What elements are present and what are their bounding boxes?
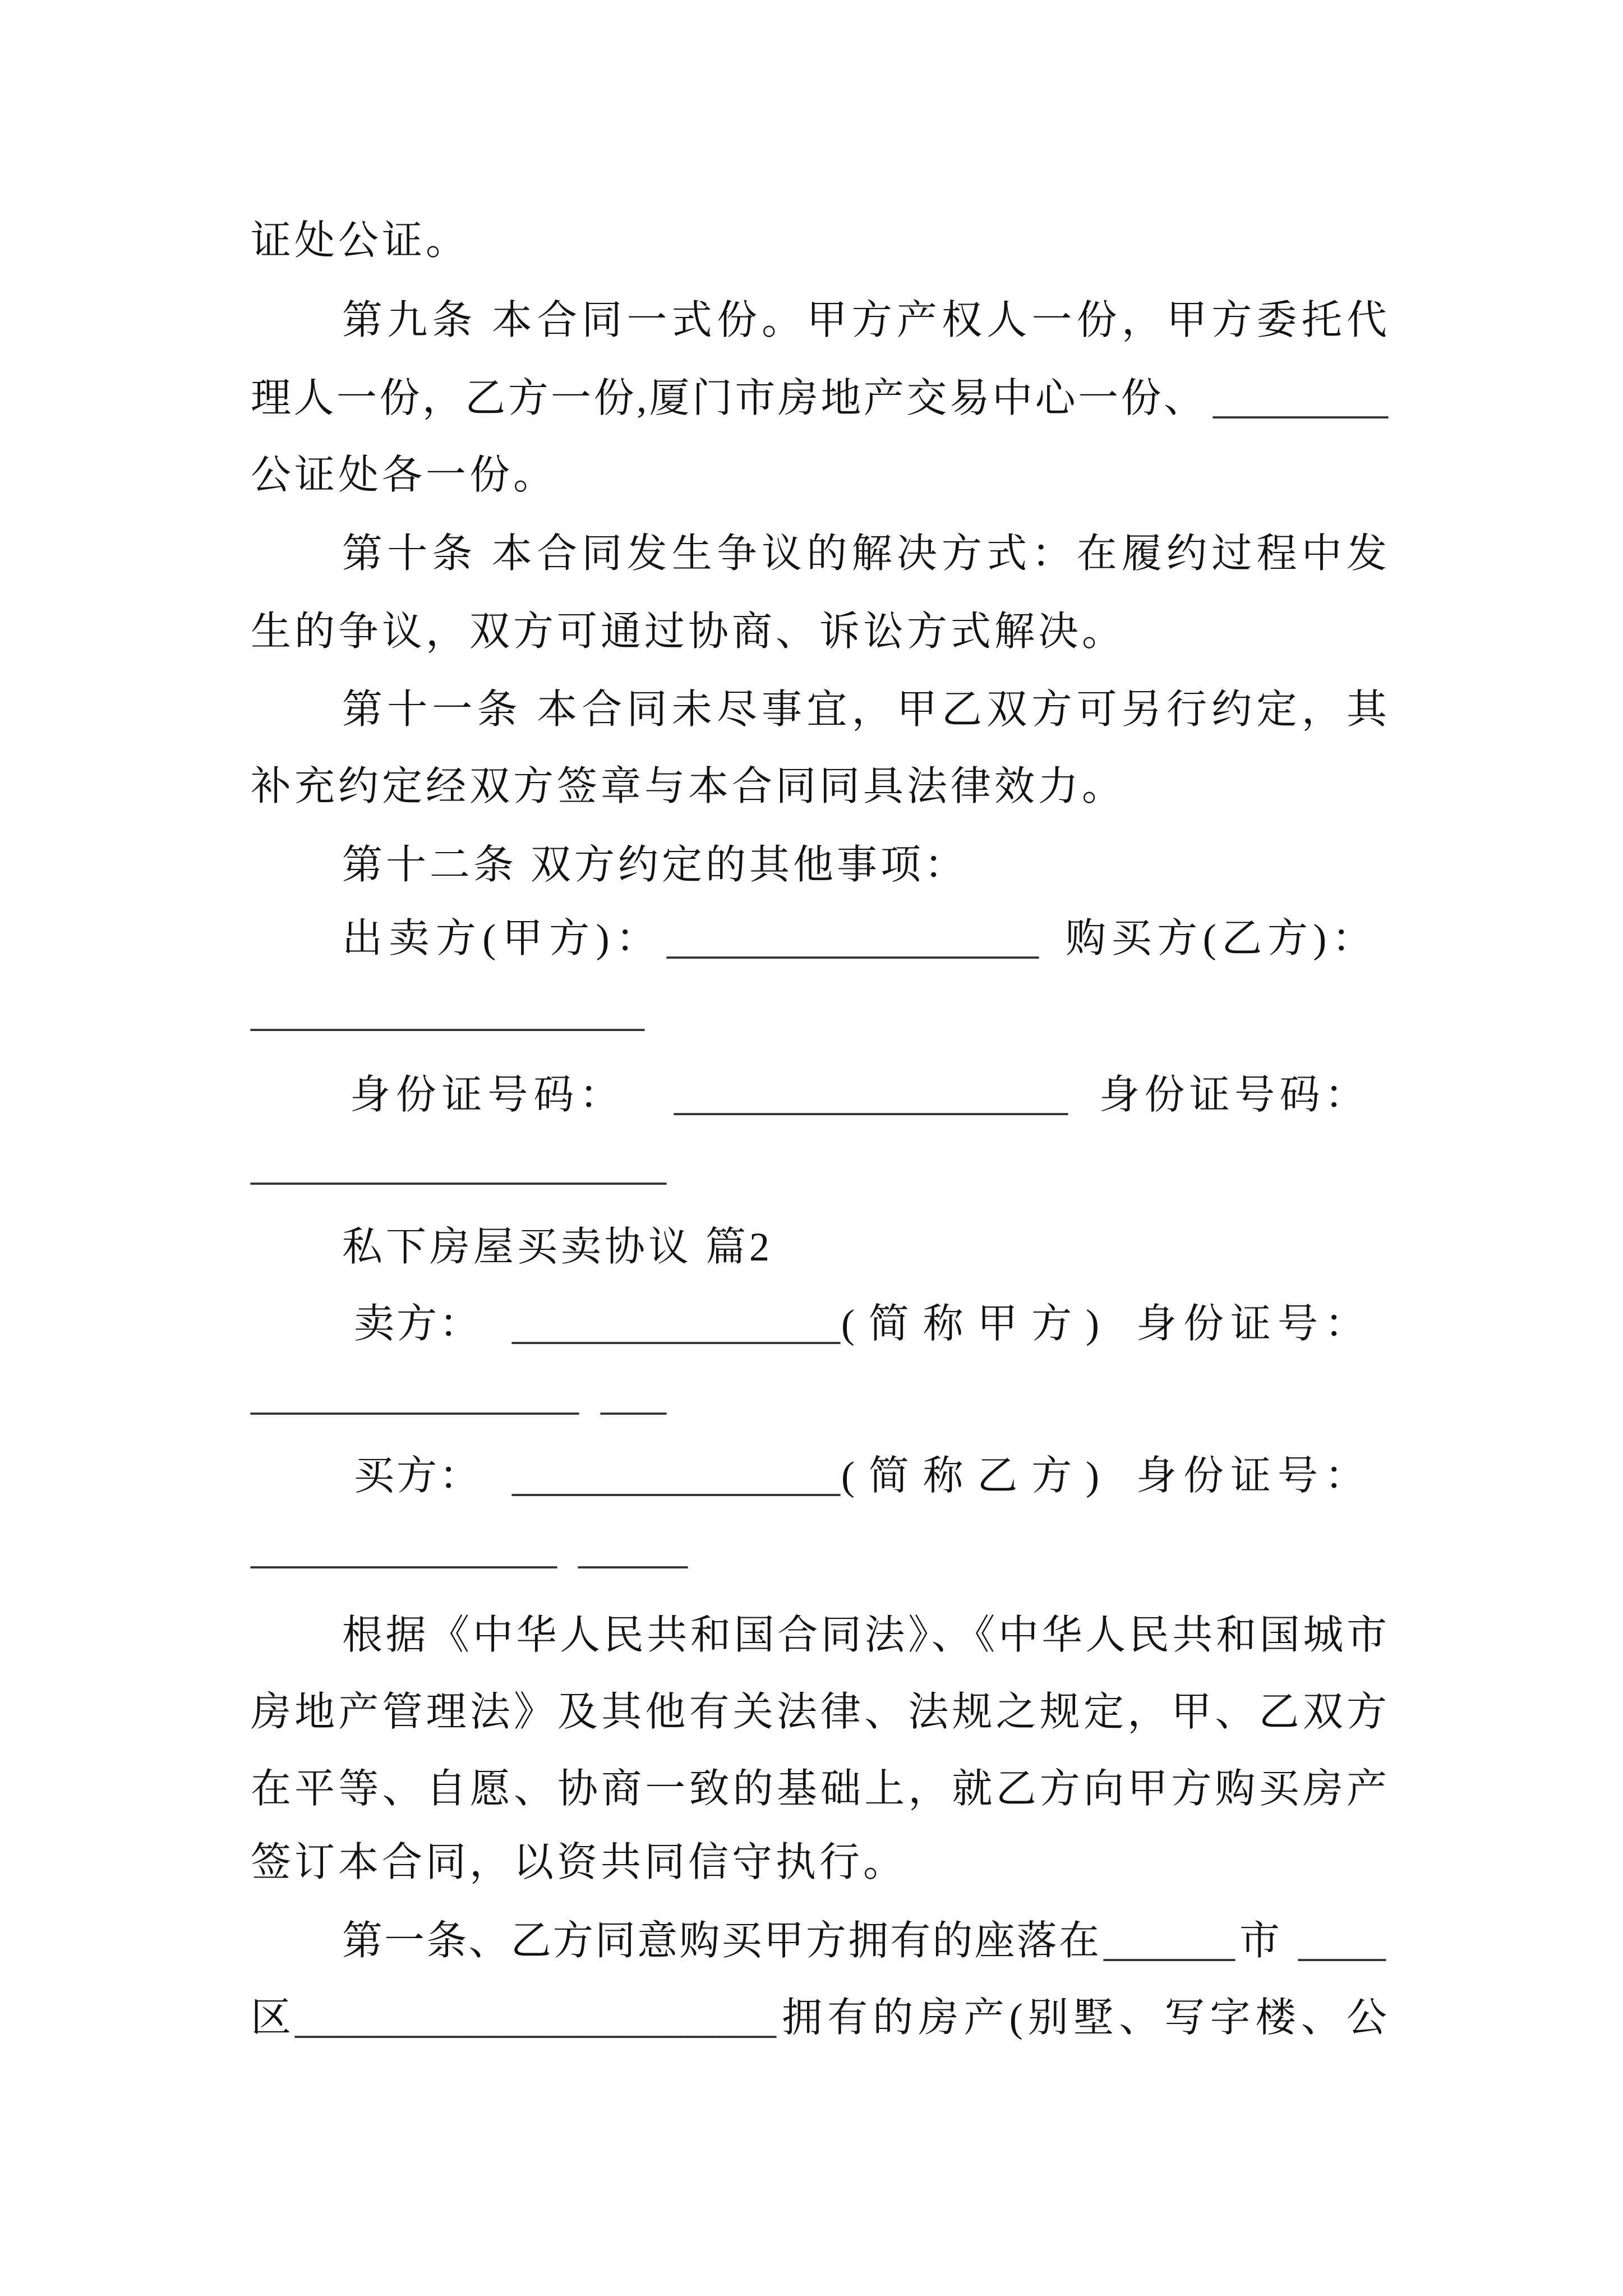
article-11-line-2: 补充约定经双方签章与本合同同具法律效力。 <box>251 764 1126 809</box>
article-11-line-1: 第十一条 本合同未尽事宜，甲乙双方可另行约定，其 <box>342 687 1387 732</box>
seller-id-blank: __________________ <box>674 1070 1068 1119</box>
seller-name-blank: _________________ <box>667 914 1039 963</box>
article-1-part-2: 拥有的房产(别墅、写字楼、公 <box>782 1995 1387 2040</box>
article-1-city-label: 市 <box>1239 1918 1284 1963</box>
agreement-2-buyer-blank: _______________ <box>512 1451 840 1500</box>
agreement-2-seller-id-blank-1: _______________ <box>251 1370 579 1419</box>
agreement-2-seller-label: 卖方： <box>354 1301 479 1346</box>
article-1-address-blank: ______________________ <box>295 1993 776 2042</box>
agreement-2-seller-id-label: 身份证号： <box>1136 1301 1365 1346</box>
agreement-2-seller-blank: _______________ <box>512 1299 840 1348</box>
agreement-2-buyer-id-blank-1: ______________ <box>251 1524 557 1572</box>
agreement-2-buyer-id-blank-2: _____ <box>578 1524 688 1572</box>
buyer-name-blank: __________________ <box>251 986 644 1035</box>
article-1-district-label: 区 <box>251 1995 295 2040</box>
seller-id-label: 身份证号码： <box>350 1073 620 1117</box>
preamble-line-4: 签订本合同，以资共同信守执行。 <box>251 1840 907 1885</box>
agreement-2-buyer-abbr: (简称乙方) <box>841 1453 1099 1498</box>
agreement-2-buyer-id-label: 身份证号： <box>1136 1453 1365 1498</box>
article-1-part-1: 第一条、乙方同意购买甲方拥有的座落在 <box>342 1918 1099 1963</box>
article-10-line-2: 生的争议，双方可通过协商、诉讼方式解决。 <box>251 609 1126 654</box>
agreement-2-buyer-label: 买方： <box>354 1453 479 1498</box>
buyer-id-blank: ___________________ <box>251 1140 666 1189</box>
seller-party-label: 出卖方(甲方)： <box>342 916 656 961</box>
article-9-line-1: 第九条 本合同一式份。甲方产权人一份，甲方委托代 <box>342 298 1387 343</box>
article-9-line-2: 理人一份，乙方一份,厦门市房地产交易中心一份、 <box>251 376 1204 421</box>
buyer-id-label: 身份证号码： <box>1099 1073 1365 1117</box>
agreement-2-seller-abbr: (简称甲方) <box>841 1301 1099 1346</box>
preamble-line-2: 房地产管理法》及其他有关法律、法规之规定，甲、乙双方 <box>251 1690 1387 1734</box>
article-9-line-3: 公证处各一份。 <box>251 453 557 498</box>
agreement-2-title: 私下房屋买卖协议 篇2 <box>342 1225 773 1269</box>
article-12: 第十二条 双方约定的其他事项： <box>342 843 969 887</box>
article-10-line-1: 第十条 本合同发生争议的解决方式：在履约过程中发 <box>342 531 1387 576</box>
preamble-line-3: 在平等、自愿、协商一致的基础上，就乙方向甲方购买房产 <box>251 1766 1387 1811</box>
article-8-tail: 证处公证。 <box>251 218 470 263</box>
article-9-notary-blank: ________ <box>1213 374 1388 422</box>
preamble-line-1: 根据《中华人民共和国合同法》、《中华人民共和国城市 <box>342 1613 1387 1658</box>
buyer-party-label: 购买方(乙方)： <box>1066 916 1372 961</box>
agreement-2-seller-id-blank-2: ___ <box>601 1370 666 1419</box>
article-1-district-blank: ____ <box>1298 1916 1386 1965</box>
article-1-city-blank: ______ <box>1104 1916 1235 1965</box>
